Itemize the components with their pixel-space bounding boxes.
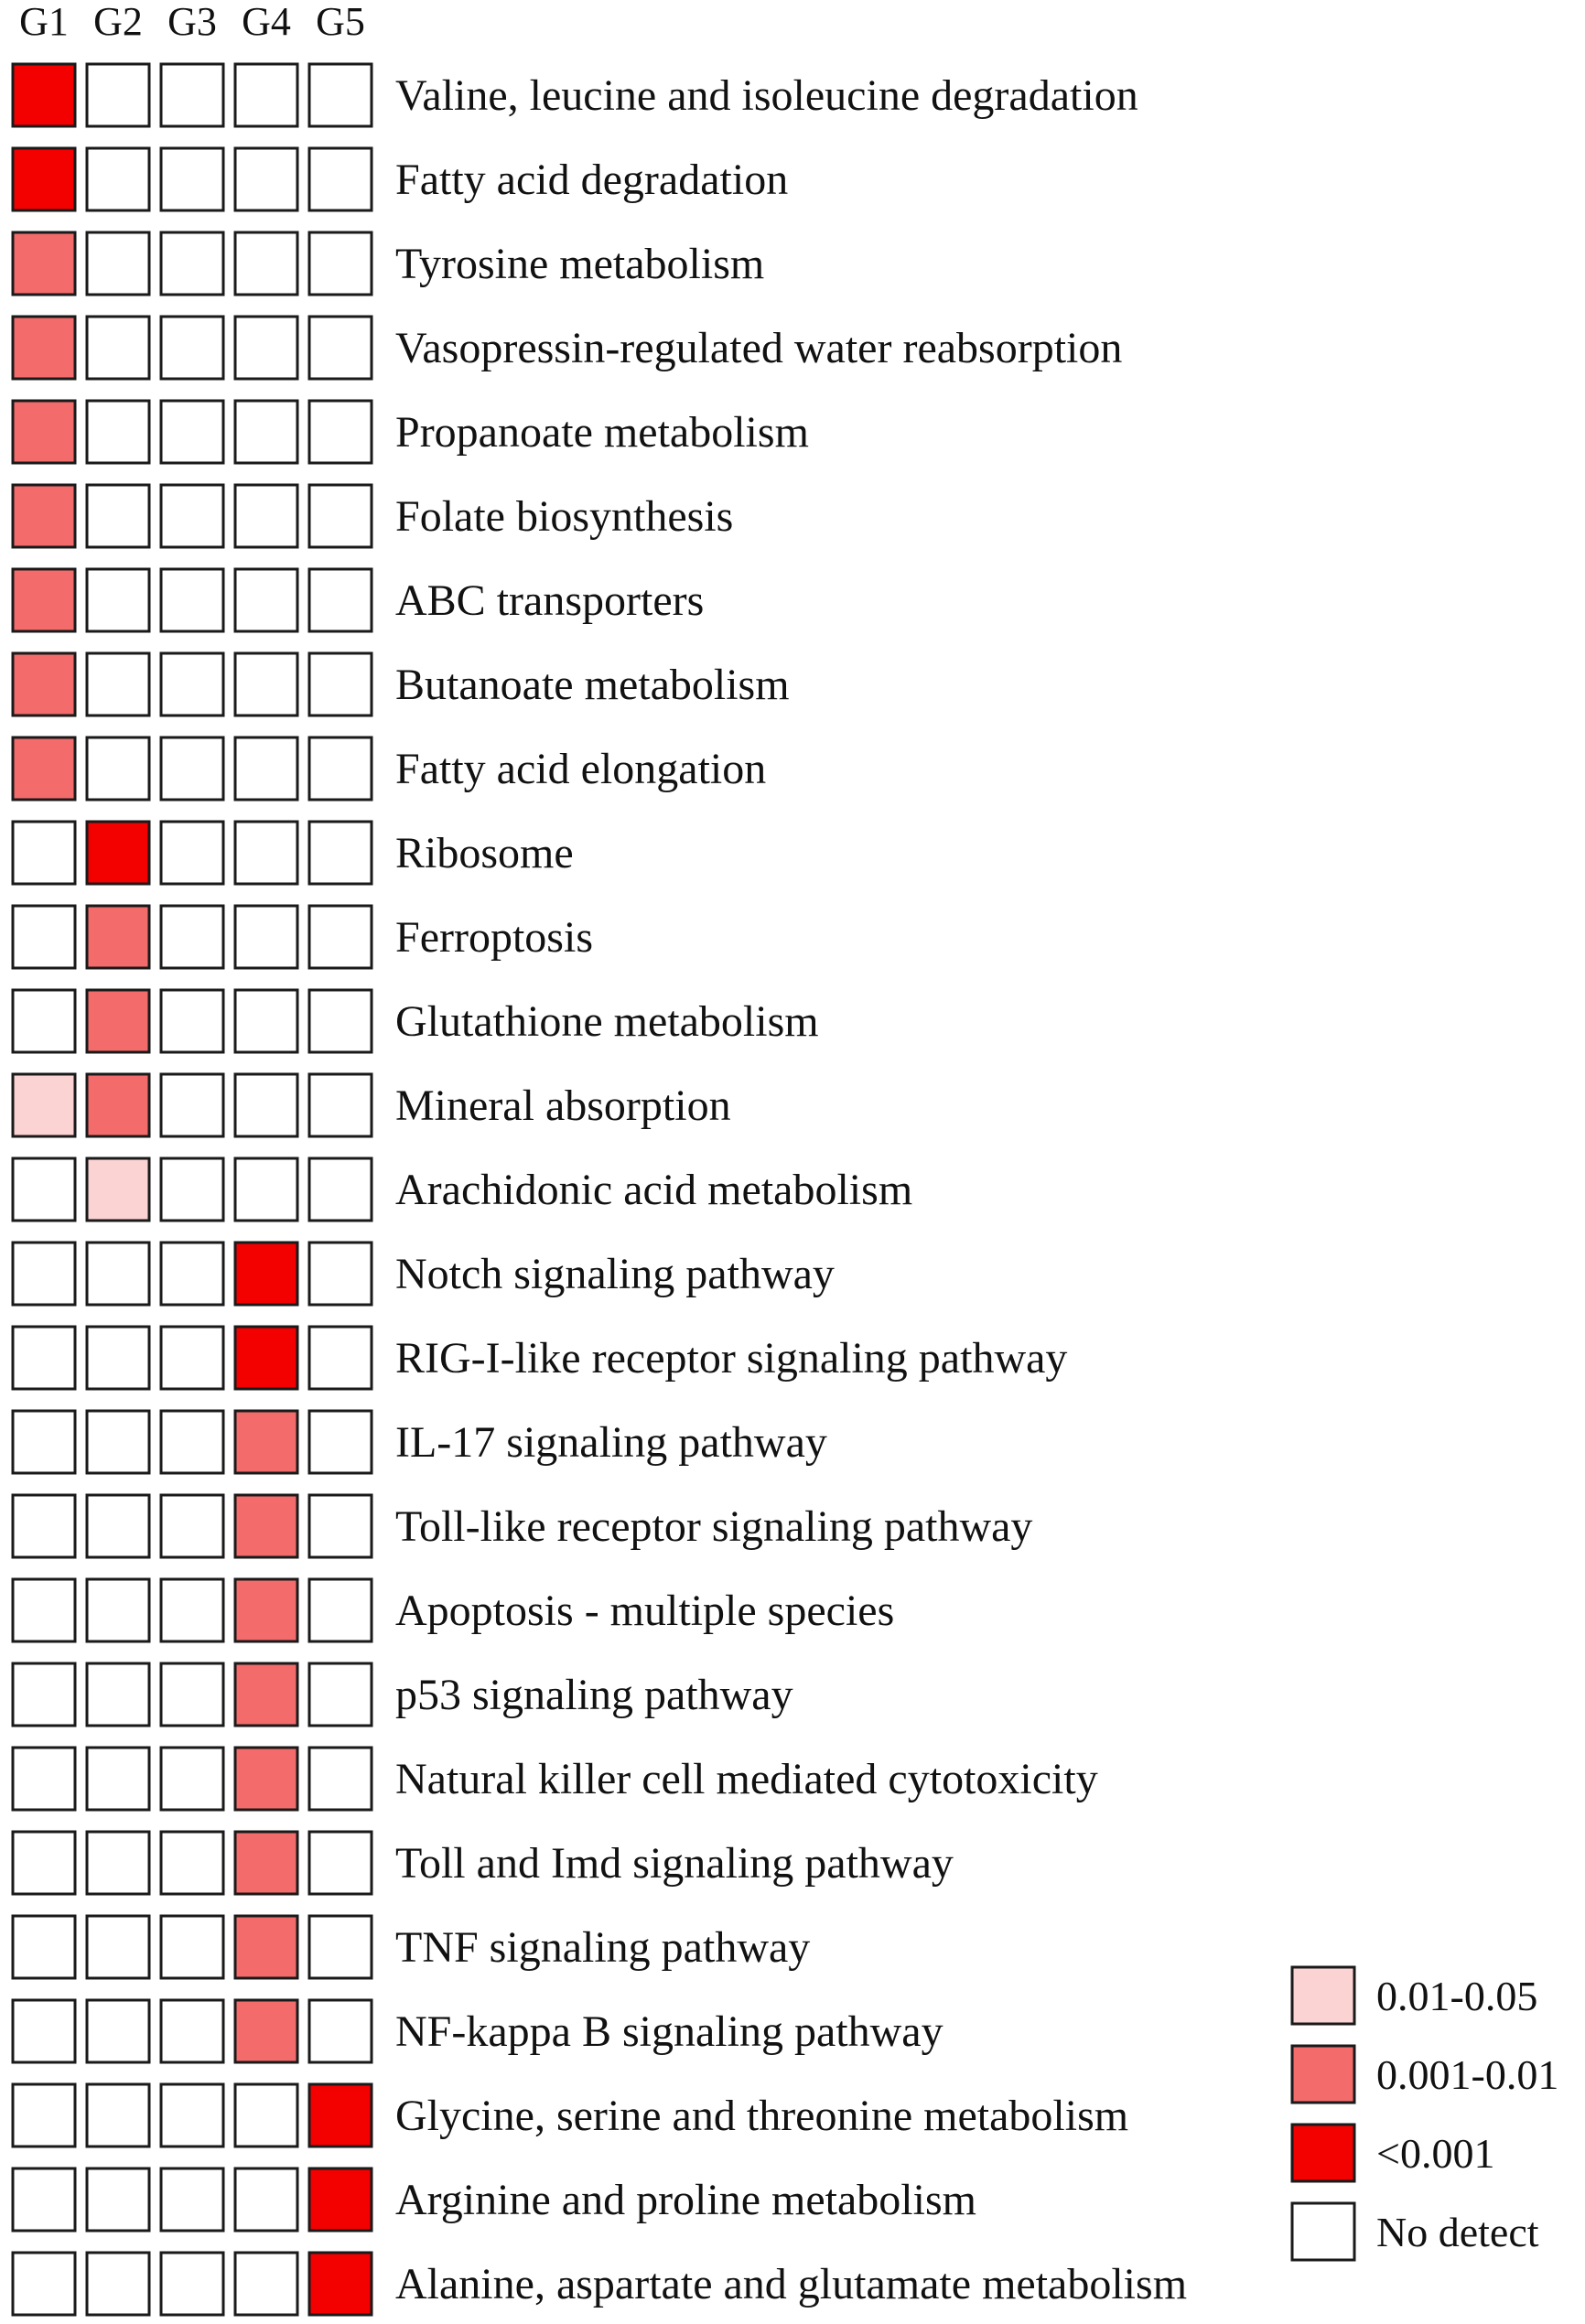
row-label: TNF signaling pathway [395, 1923, 811, 1972]
heatmap-cell-r8-g4 [235, 653, 297, 715]
heatmap-cell-r10-g2 [87, 822, 149, 884]
heatmap-cell-r17-g3 [161, 1411, 223, 1473]
heatmap-cell-r18-g4 [235, 1495, 297, 1557]
heatmap-cell-r24-g4 [235, 2000, 297, 2062]
heatmap-cell-r24-g2 [87, 2000, 149, 2062]
heatmap-cell-r24-g3 [161, 2000, 223, 2062]
heatmap-cell-r15-g2 [87, 1243, 149, 1305]
legend-label: <0.001 [1376, 2130, 1495, 2177]
heatmap-cell-r1-g2 [87, 64, 149, 126]
heatmap-cell-r9-g1 [13, 737, 75, 800]
heatmap-cell-r5-g1 [13, 401, 75, 463]
heatmap-cell-r15-g3 [161, 1243, 223, 1305]
heatmap-cell-r7-g4 [235, 569, 297, 631]
heatmap-cell-r9-g2 [87, 737, 149, 800]
heatmap-cell-r4-g4 [235, 317, 297, 379]
heatmap-cell-r16-g1 [13, 1327, 75, 1389]
heatmap-cell-r3-g4 [235, 232, 297, 295]
heatmap-cell-r26-g4 [235, 2168, 297, 2231]
heatmap-cell-r12-g2 [87, 990, 149, 1052]
heatmap-cell-r2-g1 [13, 148, 75, 210]
row-label: Toll and Imd signaling pathway [395, 1839, 954, 1888]
heatmap-cell-r16-g4 [235, 1327, 297, 1389]
heatmap-cell-r20-g1 [13, 1663, 75, 1726]
legend-label: 0.001-0.01 [1376, 2051, 1559, 2098]
row-label: Natural killer cell mediated cytotoxicity [395, 1755, 1098, 1803]
legend-label: 0.01-0.05 [1376, 1973, 1538, 2019]
column-label-g2: G2 [93, 0, 143, 44]
row-label: Notch signaling pathway [395, 1250, 835, 1298]
heatmap-cell-r12-g4 [235, 990, 297, 1052]
heatmap-cell-r14-g2 [87, 1158, 149, 1221]
heatmap-cell-r27-g1 [13, 2253, 75, 2315]
heatmap-cell-r2-g2 [87, 148, 149, 210]
heatmap-cell-r10-g1 [13, 822, 75, 884]
heatmap-cell-r23-g1 [13, 1916, 75, 1978]
heatmap-cell-r17-g2 [87, 1411, 149, 1473]
heatmap-cell-r2-g3 [161, 148, 223, 210]
heatmap-cell-r13-g2 [87, 1074, 149, 1136]
heatmap-cell-r13-g1 [13, 1074, 75, 1136]
heatmap-cell-r5-g2 [87, 401, 149, 463]
heatmap-cell-r7-g1 [13, 569, 75, 631]
heatmap-cell-r22-g5 [309, 1832, 372, 1894]
heatmap-cell-r18-g3 [161, 1495, 223, 1557]
heatmap-cell-r4-g3 [161, 317, 223, 379]
row-label: Glycine, serine and threonine metabolism [395, 2092, 1129, 2140]
heatmap-cell-r27-g3 [161, 2253, 223, 2315]
heatmap-cell-r15-g1 [13, 1243, 75, 1305]
heatmap-cell-r21-g2 [87, 1748, 149, 1810]
heatmap-cell-r6-g2 [87, 485, 149, 547]
heatmap-cell-r16-g3 [161, 1327, 223, 1389]
heatmap-cell-r24-g5 [309, 2000, 372, 2062]
legend-label: No detect [1376, 2209, 1539, 2255]
heatmap-cell-r14-g5 [309, 1158, 372, 1221]
heatmap-cell-r10-g3 [161, 822, 223, 884]
row-label: IL-17 signaling pathway [395, 1418, 827, 1467]
row-label: Tyrosine metabolism [395, 240, 765, 288]
heatmap-cell-r11-g5 [309, 906, 372, 968]
heatmap-cell-r2-g5 [309, 148, 372, 210]
column-label-g3: G3 [167, 0, 217, 44]
heatmap-cell-r13-g5 [309, 1074, 372, 1136]
heatmap-cell-r6-g5 [309, 485, 372, 547]
heatmap-cell-r1-g1 [13, 64, 75, 126]
row-label: Arginine and proline metabolism [395, 2176, 976, 2224]
heatmap-cell-r1-g3 [161, 64, 223, 126]
heatmap-cell-r16-g2 [87, 1327, 149, 1389]
heatmap-cell-r11-g2 [87, 906, 149, 968]
heatmap-cell-r14-g4 [235, 1158, 297, 1221]
heatmap-cell-r7-g3 [161, 569, 223, 631]
heatmap-cell-r17-g1 [13, 1411, 75, 1473]
heatmap-cell-r8-g1 [13, 653, 75, 715]
heatmap-cell-r18-g2 [87, 1495, 149, 1557]
heatmap-cell-r25-g4 [235, 2084, 297, 2146]
heatmap-cell-r21-g5 [309, 1748, 372, 1810]
row-label: Arachidonic acid metabolism [395, 1166, 913, 1214]
heatmap-cell-r21-g4 [235, 1748, 297, 1810]
heatmap-cell-r21-g1 [13, 1748, 75, 1810]
row-label: Alanine, aspartate and glutamate metabolism [395, 2260, 1188, 2308]
heatmap-cell-r5-g5 [309, 401, 372, 463]
heatmap-cell-r2-g4 [235, 148, 297, 210]
heatmap-cell-r1-g4 [235, 64, 297, 126]
heatmap-cell-r27-g4 [235, 2253, 297, 2315]
heatmap-cell-r6-g3 [161, 485, 223, 547]
heatmap-cell-r17-g5 [309, 1411, 372, 1473]
heatmap-cell-r13-g4 [235, 1074, 297, 1136]
heatmap-cell-r4-g5 [309, 317, 372, 379]
row-label: Vasopressin-regulated water reabsorption [395, 324, 1123, 372]
column-label-g4: G4 [242, 0, 291, 44]
heatmap-cell-r7-g5 [309, 569, 372, 631]
heatmap-cell-r4-g1 [13, 317, 75, 379]
heatmap-cell-r3-g3 [161, 232, 223, 295]
heatmap-cell-r21-g3 [161, 1748, 223, 1810]
row-label: Folate biosynthesis [395, 492, 734, 541]
column-label-g5: G5 [316, 0, 365, 44]
heatmap-cell-r26-g5 [309, 2168, 372, 2231]
heatmap-cell-r4-g2 [87, 317, 149, 379]
heatmap-cell-r8-g2 [87, 653, 149, 715]
heatmap-cell-r25-g5 [309, 2084, 372, 2146]
heatmap-cell-r20-g2 [87, 1663, 149, 1726]
heatmap-cell-r19-g5 [309, 1579, 372, 1641]
heatmap-cell-r6-g4 [235, 485, 297, 547]
heatmap-cell-r23-g5 [309, 1916, 372, 1978]
heatmap-cell-r25-g2 [87, 2084, 149, 2146]
heatmap-cell-r15-g4 [235, 1243, 297, 1305]
heatmap-cell-r26-g1 [13, 2168, 75, 2231]
row-label: RIG-I-like receptor signaling pathway [395, 1334, 1068, 1383]
heatmap-cell-r5-g4 [235, 401, 297, 463]
row-label: ABC transporters [395, 576, 705, 625]
row-label: Fatty acid elongation [395, 745, 767, 793]
heatmap-cell-r14-g3 [161, 1158, 223, 1221]
row-label: p53 signaling pathway [395, 1671, 793, 1719]
heatmap-cell-r11-g4 [235, 906, 297, 968]
row-label: NF-kappa B signaling pathway [395, 2007, 943, 2056]
heatmap-cell-r12-g3 [161, 990, 223, 1052]
heatmap-cell-r9-g3 [161, 737, 223, 800]
heatmap-cell-r22-g3 [161, 1832, 223, 1894]
heatmap-cell-r5-g3 [161, 401, 223, 463]
heatmap-cell-r27-g5 [309, 2253, 372, 2315]
heatmap-cell-r16-g5 [309, 1327, 372, 1389]
heatmap-cell-r23-g4 [235, 1916, 297, 1978]
heatmap-cell-r22-g2 [87, 1832, 149, 1894]
heatmap-cell-r3-g2 [87, 232, 149, 295]
heatmap-cell-r9-g5 [309, 737, 372, 800]
heatmap-cell-r12-g1 [13, 990, 75, 1052]
row-label: Toll-like receptor signaling pathway [395, 1502, 1033, 1551]
heatmap-cell-r25-g3 [161, 2084, 223, 2146]
heatmap-cell-r7-g2 [87, 569, 149, 631]
column-label-g1: G1 [19, 0, 69, 44]
heatmap-cell-r20-g5 [309, 1663, 372, 1726]
heatmap-cell-r6-g1 [13, 485, 75, 547]
heatmap-cell-r22-g1 [13, 1832, 75, 1894]
heatmap-cell-r8-g5 [309, 653, 372, 715]
heatmap-cell-r19-g4 [235, 1579, 297, 1641]
heatmap-cell-r17-g4 [235, 1411, 297, 1473]
legend-swatch-level-2 [1292, 2046, 1354, 2103]
heatmap-cell-r22-g4 [235, 1832, 297, 1894]
legend-swatch-level-1 [1292, 1967, 1354, 2024]
legend-swatch-level-3 [1292, 2125, 1354, 2181]
heatmap-cell-r18-g5 [309, 1495, 372, 1557]
heatmap-cell-r25-g1 [13, 2084, 75, 2146]
row-label: Mineral absorption [395, 1081, 731, 1130]
row-label: Ferroptosis [395, 913, 593, 962]
legend-swatch-level-0 [1292, 2203, 1354, 2260]
row-label: Ribosome [395, 829, 574, 877]
row-label: Apoptosis - multiple species [395, 1587, 895, 1635]
heatmap-cell-r19-g2 [87, 1579, 149, 1641]
row-label: Propanoate metabolism [395, 408, 809, 457]
heatmap-cell-r15-g5 [309, 1243, 372, 1305]
heatmap-cell-r23-g3 [161, 1916, 223, 1978]
heatmap-cell-r10-g5 [309, 822, 372, 884]
row-label: Fatty acid degradation [395, 156, 789, 204]
heatmap-cell-r3-g5 [309, 232, 372, 295]
heatmap-cell-r19-g3 [161, 1579, 223, 1641]
heatmap-cell-r26-g2 [87, 2168, 149, 2231]
heatmap-cell-r12-g5 [309, 990, 372, 1052]
heatmap-cell-r27-g2 [87, 2253, 149, 2315]
heatmap-cell-r10-g4 [235, 822, 297, 884]
heatmap-cell-r24-g1 [13, 2000, 75, 2062]
heatmap-cell-r8-g3 [161, 653, 223, 715]
heatmap-cell-r23-g2 [87, 1916, 149, 1978]
heatmap-cell-r20-g3 [161, 1663, 223, 1726]
row-label: Valine, leucine and isoleucine degradation [395, 71, 1138, 120]
heatmap-cell-r18-g1 [13, 1495, 75, 1557]
heatmap-cell-r1-g5 [309, 64, 372, 126]
heatmap-cell-r26-g3 [161, 2168, 223, 2231]
row-label: Butanoate metabolism [395, 661, 790, 709]
heatmap-cell-r9-g4 [235, 737, 297, 800]
heatmap-cell-r11-g1 [13, 906, 75, 968]
heatmap-cell-r11-g3 [161, 906, 223, 968]
heatmap-cell-r14-g1 [13, 1158, 75, 1221]
heatmap-cell-r19-g1 [13, 1579, 75, 1641]
heatmap-cell-r13-g3 [161, 1074, 223, 1136]
row-label: Glutathione metabolism [395, 997, 819, 1046]
heatmap-cell-r20-g4 [235, 1663, 297, 1726]
heatmap-cell-r3-g1 [13, 232, 75, 295]
